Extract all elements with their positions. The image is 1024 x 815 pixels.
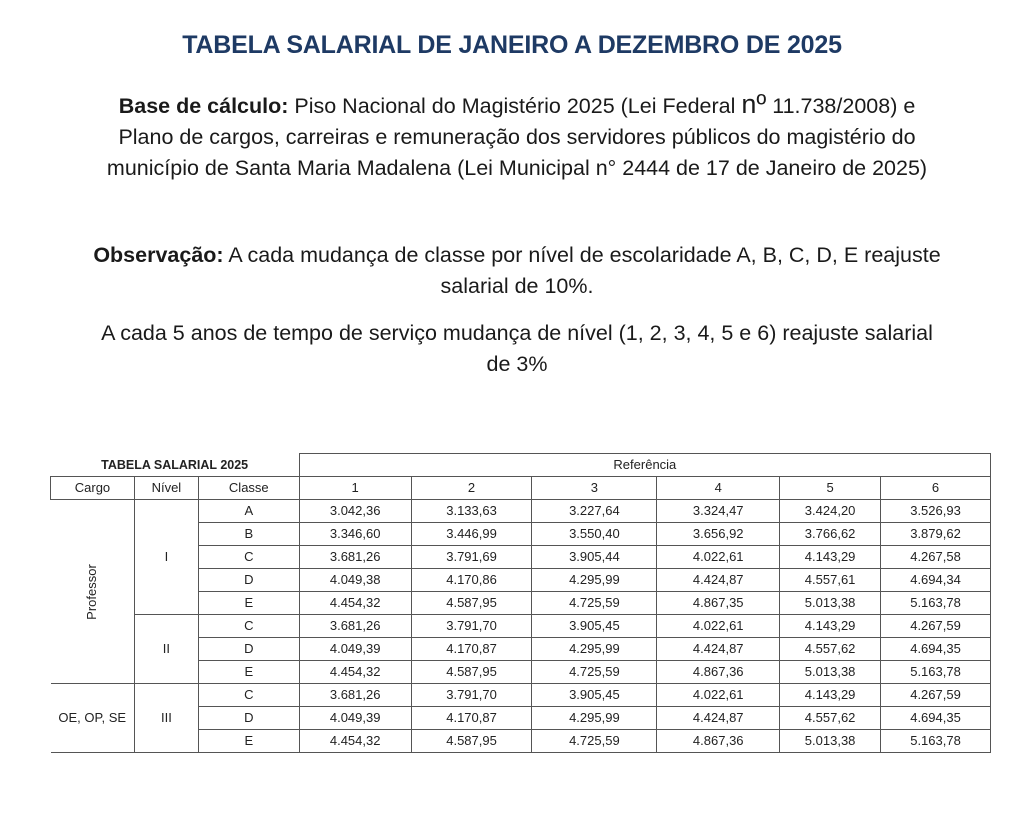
table-header-row-2	[51, 477, 991, 500]
table-row	[51, 684, 991, 707]
salary-value-cell: 3.879,62	[881, 523, 991, 546]
salary-value-cell: 4.694,35	[881, 707, 991, 730]
salary-value-cell: 4.170,87	[411, 707, 532, 730]
salary-value-cell: 3.791,70	[411, 684, 532, 707]
salary-value-cell: 3.766,62	[780, 523, 881, 546]
salary-value-cell: 4.267,58	[881, 546, 991, 569]
table-title: TABELA SALARIAL 2025	[51, 454, 300, 477]
ref-header: 6	[881, 477, 991, 500]
salary-value-cell: 3.526,93	[881, 500, 991, 523]
salary-value-cell: 4.557,61	[780, 569, 881, 592]
salary-value-cell: 4.557,62	[780, 707, 881, 730]
salary-value-cell: 3.681,26	[299, 546, 411, 569]
classe-cell: B	[198, 523, 299, 546]
salary-value-cell: 4.725,59	[532, 592, 657, 615]
salary-value-cell: 3.042,36	[299, 500, 411, 523]
salary-value-cell: 4.022,61	[657, 546, 780, 569]
page-title: TABELA SALARIAL DE JANEIRO A DEZEMBRO DE 2025	[182, 31, 842, 59]
classe-cell: D	[198, 569, 299, 592]
salary-value-cell: 3.791,69	[411, 546, 532, 569]
observacao-text: A cada mudança de classe por nível de escolaridade A, B, C, D, E reajuste salarial de 10%.	[223, 243, 941, 298]
salary-value-cell: 4.725,59	[532, 730, 657, 753]
salary-value-cell: 4.587,95	[411, 592, 532, 615]
classe-cell: C	[198, 615, 299, 638]
salary-value-cell: 4.170,86	[411, 569, 532, 592]
salary-table	[50, 453, 991, 753]
salary-value-cell: 4.424,87	[657, 569, 780, 592]
salary-value-cell: 4.143,29	[780, 546, 881, 569]
salary-value-cell: 4.267,59	[881, 615, 991, 638]
classe-cell: D	[198, 638, 299, 661]
ref-header: 3	[532, 477, 657, 500]
nivel-cell: III	[134, 684, 198, 753]
salary-value-cell: 4.587,95	[411, 661, 532, 684]
salary-value-cell: 5.163,78	[881, 661, 991, 684]
salary-value-cell: 3.656,92	[657, 523, 780, 546]
classe-cell: A	[198, 500, 299, 523]
observacao-label: Observação:	[93, 243, 224, 267]
salary-value-cell: 4.725,59	[532, 661, 657, 684]
salary-value-cell: 4.049,38	[299, 569, 411, 592]
classe-header: Classe	[198, 477, 299, 500]
salary-value-cell: 3.550,40	[532, 523, 657, 546]
numero-sign: nº	[741, 89, 767, 119]
classe-cell: E	[198, 592, 299, 615]
salary-value-cell: 4.143,29	[780, 615, 881, 638]
salary-value-cell: 5.013,38	[780, 592, 881, 615]
table-header-row-1	[51, 454, 991, 477]
referencia-header: Referência	[299, 454, 990, 477]
classe-cell: E	[198, 730, 299, 753]
salary-value-cell: 4.454,32	[299, 592, 411, 615]
salary-value-cell: 5.013,38	[780, 661, 881, 684]
base-text-b: 11.738/2008) e Plano de cargos, carreiras e remuneração dos servidores públicos do magistério do município de Santa Maria Madalena (Lei Municipal n° 2444 de 17 de Janeiro de 2025)	[106, 94, 928, 180]
ref-header: 1	[299, 477, 411, 500]
nivel-cell: II	[134, 615, 198, 684]
cargo-label: OE, OP, SE	[51, 684, 135, 753]
salary-value-cell: 4.049,39	[299, 638, 411, 661]
salary-value-cell: 3.446,99	[411, 523, 532, 546]
base-text-a: Piso Nacional do Magistério 2025 (Lei Federal	[288, 94, 742, 118]
salary-value-cell: 4.694,34	[881, 569, 991, 592]
salary-value-cell: 4.295,99	[532, 569, 657, 592]
salary-value-cell: 3.324,47	[657, 500, 780, 523]
classe-cell: C	[198, 546, 299, 569]
salary-value-cell: 4.867,35	[657, 592, 780, 615]
salary-value-cell: 3.905,45	[532, 684, 657, 707]
salary-value-cell: 5.013,38	[780, 730, 881, 753]
salary-value-cell: 4.022,61	[657, 615, 780, 638]
salary-value-cell: 5.163,78	[881, 730, 991, 753]
salary-value-cell: 4.557,62	[780, 638, 881, 661]
salary-value-cell: 3.681,26	[299, 684, 411, 707]
salary-value-cell: 4.170,87	[411, 638, 532, 661]
salary-value-cell: 4.424,87	[657, 707, 780, 730]
cargo-label: Professor	[84, 563, 100, 620]
salary-value-cell: 3.681,26	[299, 615, 411, 638]
salary-value-cell: 4.867,36	[657, 661, 780, 684]
salary-value-cell: 4.049,39	[299, 707, 411, 730]
salary-value-cell: 3.424,20	[780, 500, 881, 523]
salary-value-cell: 3.133,63	[411, 500, 532, 523]
salary-value-cell: 4.424,87	[657, 638, 780, 661]
salary-value-cell: 4.143,29	[780, 684, 881, 707]
salary-value-cell: 4.587,95	[411, 730, 532, 753]
classe-cell: D	[198, 707, 299, 730]
nivel-note-paragraph: A cada 5 anos de tempo de serviço mudança de nível (1, 2, 3, 4, 5 e 6) reajuste salarial de 3%	[101, 321, 933, 376]
salary-value-cell: 4.454,32	[299, 661, 411, 684]
salary-value-cell: 5.163,78	[881, 592, 991, 615]
cargo-header: Cargo	[51, 477, 135, 500]
salary-value-cell: 4.694,35	[881, 638, 991, 661]
salary-value-cell: 4.295,99	[532, 638, 657, 661]
nivel-cell: I	[134, 500, 198, 615]
table-row	[51, 615, 991, 638]
salary-value-cell: 3.346,60	[299, 523, 411, 546]
salary-value-cell: 4.295,99	[532, 707, 657, 730]
table-row	[51, 500, 991, 523]
salary-value-cell: 4.267,59	[881, 684, 991, 707]
nivel-header: Nível	[134, 477, 198, 500]
salary-value-cell: 3.905,44	[532, 546, 657, 569]
ref-header: 4	[657, 477, 780, 500]
base-label: Base de cálculo:	[118, 94, 289, 118]
salary-value-cell: 4.022,61	[657, 684, 780, 707]
cargo-cell	[51, 500, 135, 684]
ref-header: 2	[411, 477, 532, 500]
salary-value-cell: 3.227,64	[532, 500, 657, 523]
salary-value-cell: 4.867,36	[657, 730, 780, 753]
salary-value-cell: 3.791,70	[411, 615, 532, 638]
classe-cell: E	[198, 661, 299, 684]
salary-value-cell: 4.454,32	[299, 730, 411, 753]
salary-value-cell: 3.905,45	[532, 615, 657, 638]
classe-cell: C	[198, 684, 299, 707]
observacao-paragraph	[90, 240, 944, 302]
ref-header: 5	[780, 477, 881, 500]
base-de-calculo-paragraph	[90, 91, 944, 184]
